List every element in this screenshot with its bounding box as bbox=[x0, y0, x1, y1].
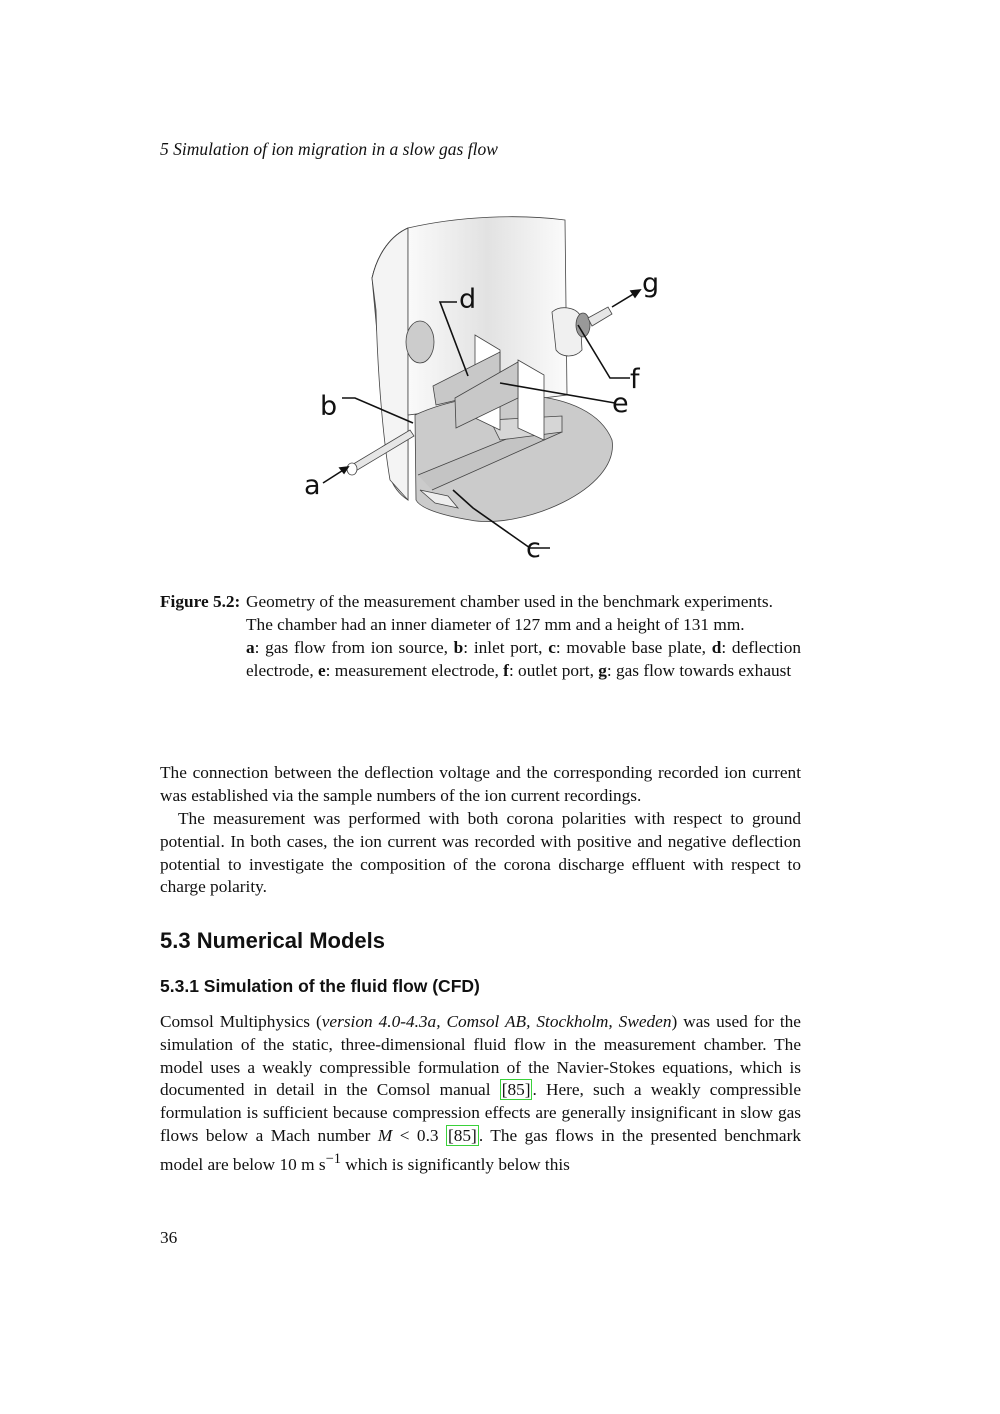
label-g: g bbox=[642, 268, 660, 299]
subsection-heading: 5.3.1 Simulation of the fluid flow (CFD) bbox=[160, 976, 480, 996]
label-f: f bbox=[630, 364, 640, 395]
caption-legend: a: gas flow from ion source, b: inlet port, c: movable base plate, d: deflection electrode, e: measurement electrode, f: outlet port, g: gas flow towards exhaust bbox=[246, 638, 801, 680]
running-header: 5 Simulation of ion migration in a slow gas flow bbox=[160, 139, 498, 159]
paragraph: The connection between the deflection voltage and the corresponding recorded ion current was established via the sample numbers of the ion current recordings. bbox=[160, 763, 801, 805]
label-a: a bbox=[304, 470, 321, 501]
paragraph: Comsol Multiphysics (version 4.0-4.3a, Comsol AB, Stockholm, Sweden) was used for the simulation of the static, three-dimensional fluid flow in the measurement chamber. The model uses a weakly compressible formulation of the Navier-Stokes equations, which is documented in detail in the Comsol manual [85] . Here, such a weakly compressible formulation is sufficient because compression effects are generally insignificant in slow gas flows below a Mach number M < 0.3 [85] . The gas flows in the presented benchmark model are below 10 m $s^{-1}$ which is significantly below this bbox=[160, 1012, 801, 1174]
chamber-geometry-figure bbox=[290, 190, 690, 570]
figure-caption bbox=[160, 590, 801, 682]
caption-label: Figure 5.2: bbox=[160, 592, 241, 611]
caption-line: The chamber had an inner diameter of 127 mm and a height of 131 mm. bbox=[246, 615, 745, 634]
section-heading: 5.3 Numerical Models bbox=[160, 928, 385, 953]
label-e: e bbox=[612, 388, 629, 419]
label-c: c bbox=[526, 533, 541, 564]
chamber-drawing bbox=[347, 217, 612, 522]
citation-link[interactable]: [85] bbox=[448, 1125, 477, 1145]
caption-line: Geometry of the measurement chamber used in the benchmark experiments. bbox=[246, 592, 773, 611]
paragraph: The measurement was performed with both corona polarities with respect to ground potential. In both cases, the ion current was recorded with positive and negative deflection potential to investigate the composition of the corona discharge effluent with respect to charge polarity. bbox=[160, 809, 801, 897]
label-b: b bbox=[320, 391, 338, 422]
page-number: 36 bbox=[160, 1228, 178, 1247]
label-d: d bbox=[459, 284, 477, 315]
citation-link[interactable]: [85] bbox=[501, 1080, 531, 1100]
